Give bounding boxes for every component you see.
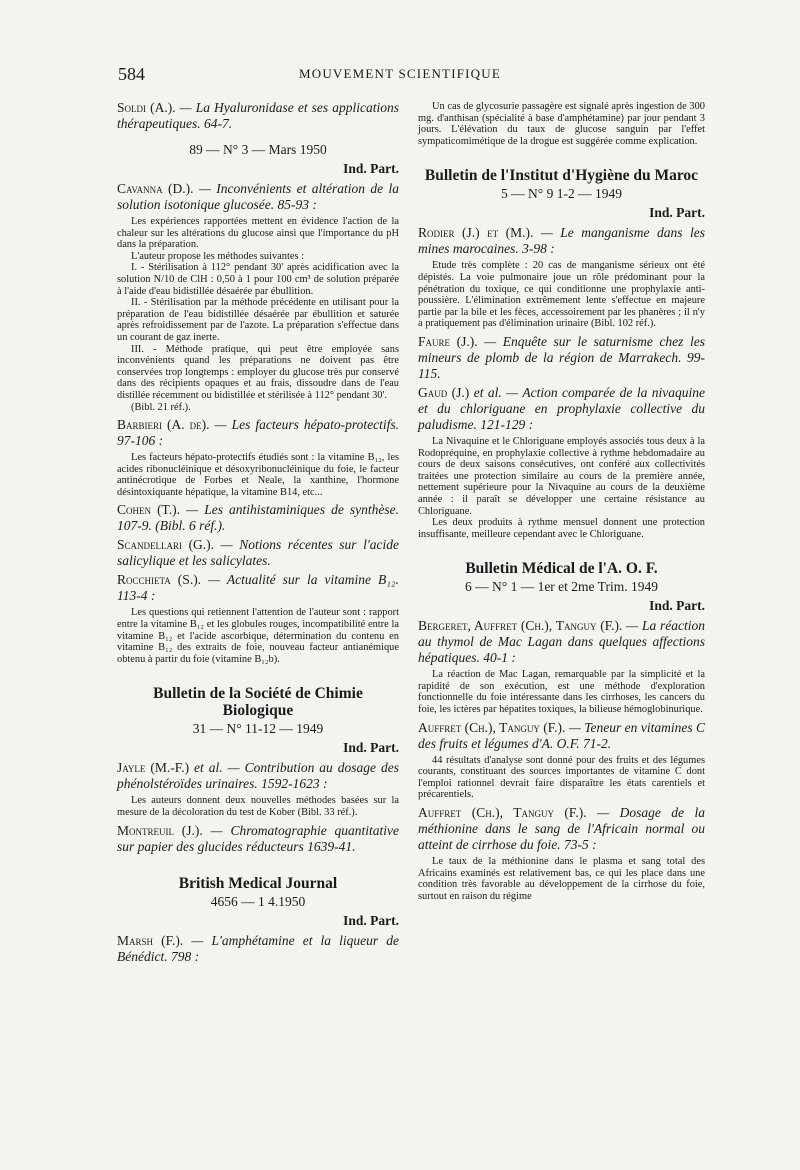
entry-auffret-methionine bbox=[418, 805, 705, 853]
entry-title: — Actualité sur la vitamine B₁₂. 113-4 : bbox=[117, 572, 399, 604]
abstract-paragraph: I. - Stérilisation à 112° pendant 30' après acidification avec la solution N/10 de ClH : 0,50 à 1 pour 100 cm³ de solution préparée à l'aide d'eau bidistillée désaérée par ébullition. bbox=[117, 262, 399, 297]
entry-title: — L'amphétamine et la liqueur de Bénédict. 798 : bbox=[117, 932, 399, 964]
entry-author: Marsh (F.). bbox=[117, 932, 184, 948]
entry-author: Cavanna (D.). bbox=[117, 181, 194, 196]
abstract-cavanna bbox=[117, 216, 399, 413]
abstract-marsh bbox=[418, 101, 705, 147]
abstract-paragraph: La réaction de Mac Lagan, remarquable par la simplicité et la rapidité de son exécution, est une méthode d'exploration fonctionnelle du foie intéressante dans les cirrhoses, les cancers du foie, les ictères par hépatites toxiques, la bilieuse hémoglobinurique. bbox=[418, 669, 705, 716]
abstract-jayle bbox=[117, 795, 399, 818]
entry-title: — La réaction au thymol de Mac Lagan dans quelques affections hépatiques. 40-1 : bbox=[418, 618, 705, 666]
abstract-paragraph: Les expériences rapportées mettent en évidence l'action de la chaleur sur les altérations du glucose ainsi que l'importance du pH dans la préparation. bbox=[117, 216, 399, 251]
entry-title: — Les antihistaminiques de synthèse. 107-9. (Bibl. 6 réf.). bbox=[117, 502, 399, 534]
entry-title: et al. — Contribution au dosage des phénolstéroïdes urinaires. 1592-1623 : bbox=[117, 760, 399, 792]
ind-part-label: Ind. Part. bbox=[649, 598, 705, 614]
abstract-paragraph: II. - Stérilisation par la méthode précédente en utilisant pour la préparation de l'eau bidistillée désaérée par ébullition et saturée après refroidissement par de l'azote. La préparation s'effectue dans un courant de gaz inerte. bbox=[117, 297, 399, 343]
entry-title: — Les facteurs hépato-protectifs. 97-106 : bbox=[117, 417, 399, 449]
abstract-paragraph: Les auteurs donnent deux nouvelles méthodes basées sur la mesure de la décoloration du test de Kober (Bibl. 33 réf.). bbox=[117, 795, 399, 819]
entry-title: — Le manganisme dans les mines marocaines. 3-98 : bbox=[418, 225, 705, 257]
entry-author: Bergeret, Auffret (Ch.), Tanguy (F.). bbox=[418, 618, 623, 634]
abstract-rocchieta bbox=[117, 607, 399, 665]
ind-part-label: Ind. Part. bbox=[343, 740, 399, 756]
abstract-paragraph: Etude très complète : 20 cas de manganisme sérieux ont été dépistés. La voie pulmonaire joue un rôle prédominant pour la pénétration du toxique, ce qui conditionne une prophylaxie anti-poussière. L'élimination extrêmement lente s'effectue en majeure partie par la bile et les fèces, accessoirement par les phanères ; il n'y a pratiquement pas d'élimination urinaire (Bibl. 102 réf.). bbox=[418, 260, 705, 330]
entry-author: Jayle (M.-F.) bbox=[117, 760, 190, 776]
abstract-paragraph: La Nivaquine et le Chloriguane employés associés tous deux à la Rodopréquine, en prophylaxie collective à rythme hebdomadaire au cours de deux saisons consécutives, ont conféré aux collectivités traitées une protection similaire au cours de la première année, nettement supérieure pour la Nivaquine au cours de la deuxième année : il paraît se développer une certaine résistance au Chloriguane. bbox=[418, 435, 705, 517]
abstract-bergeret bbox=[418, 669, 705, 715]
ind-part-label: Ind. Part. bbox=[343, 912, 399, 928]
page-number: 584 bbox=[118, 64, 145, 84]
entry-marsh bbox=[117, 933, 399, 965]
abstract-gaud bbox=[418, 436, 705, 540]
entry-title: — Enquête sur le saturnisme chez les mineurs de plomb de la région de Marrakech. 99-115. bbox=[418, 333, 705, 381]
entry-author: Montreuil (J.). bbox=[117, 822, 203, 838]
entry-author: Rodier (J.) et (M.). bbox=[418, 225, 534, 241]
abstract-paragraph: L'auteur propose les méthodes suivantes : bbox=[131, 250, 304, 262]
entry-title: — Inconvénients et altération de la solution isotonique glucosée. 85-93 : bbox=[117, 181, 399, 212]
abstract-rodier bbox=[418, 260, 705, 330]
entry-title: et al. — Action comparée de la nivaquine et du chloriguane en prophylaxie collective du paludisme. 121-129 : bbox=[418, 384, 705, 432]
entry-author: Auffret (Ch.), Tanguy (F.). bbox=[418, 719, 566, 735]
abstract-paragraph: Le taux de la méthionine dans le plasma et sang total des Africains examinés est relativement bas, ce qui les place dans une condition très favorable au développement de la cirrhose du foie, surtout en raison du régime bbox=[418, 856, 705, 902]
journal-title: British Medical Journal bbox=[178, 874, 338, 892]
issue-line: 31 — N° 11-12 — 1949 bbox=[192, 721, 324, 737]
issue-line: 6 — N° 1 — 1er et 2me Trim. 1949 bbox=[465, 579, 658, 595]
abstract-barbieri bbox=[117, 452, 399, 498]
entry-montreuil bbox=[117, 823, 399, 855]
journal-title: Bulletin Médical de l'A. O. F. bbox=[465, 560, 658, 578]
journal-title: Bulletin de l'Institut d'Hygiène du Maroc bbox=[424, 167, 699, 185]
entry-title: — La Hyaluronidase et ses applications thérapeutiques. 64-7. bbox=[117, 100, 399, 131]
entry-author: Scandellari (G.). bbox=[117, 537, 215, 553]
entry-cavanna bbox=[117, 181, 399, 213]
entry-title: — Dosage de la méthionine dans le sang de l'Africain normal ou atteint de cirrhose du foie. 73-5 : bbox=[418, 805, 706, 853]
abstract-paragraph: III. - Méthode pratique, qui peut être employée sans inconvénients quand les préparations ne doivent pas être conservées trop longtemps : employer du glucose très pur conservé dans des récipients opaques et au frais, dissoudre dans de l'eau distillée récemment ou bidistillée et stérilisée à 112° pendant 30'. bbox=[117, 343, 399, 401]
entry-auffret-vitamines bbox=[418, 720, 705, 752]
entry-barbieri bbox=[117, 417, 399, 449]
issue-line: 4656 — 1 4.1950 bbox=[210, 893, 306, 909]
entry-jayle bbox=[117, 760, 399, 792]
abstract-auffret-methionine bbox=[418, 856, 705, 902]
journal-title: Bulletin de la Société de Chimie Biologique bbox=[153, 685, 363, 720]
entry-title: — Chromatographie quantitative sur papier des glucides réducteurs 1639-41. bbox=[117, 822, 399, 854]
entry-rodier bbox=[418, 225, 705, 257]
abstract-paragraph: 44 résultats d'analyse sont donné pour des fruits et des légumes courants, constituant des sources importantes de vitamine C dont l'emploi rationnel devrait faire disparaître les états carentiels et précarentiels. bbox=[418, 754, 705, 801]
entry-author: Auffret (Ch.), Tanguy (F.). bbox=[418, 805, 587, 821]
entry-title: — Notions récentes sur l'acide salicylique et les salicylates. bbox=[117, 537, 399, 569]
entry-author: Rocchieta (S.). bbox=[117, 572, 202, 588]
entry-author: Faure (J.). bbox=[418, 333, 478, 349]
entry-author: Soldi (A.). bbox=[117, 100, 176, 115]
entry-author: Cohen (T.). bbox=[117, 502, 181, 518]
abstract-paragraph: Les facteurs hépato-protectifs étudiés sont : la vitamine B₁₂, les acides ribonucléinique et désoxyribonucléinique du foie, le facteur antinécrotique de Forbes et Neale, la xanthine, l'hormone désintoxiquante hépatique, la vitamine B14, etc... bbox=[117, 452, 399, 498]
abstract-paragraph: Les deux produits à rythme mensuel donnent une protection insuffisante, meilleure cependant avec le Chloriguane. bbox=[418, 517, 705, 540]
abstract-paragraph: Un cas de glycosurie passagère est signalé après ingestion de 300 mg. d'anthisan (spécialité à base d'amphétamine) par jour pendant 3 jours. L'élévation du taux de glucose sanguin par l'effet sympaticomimétique de la drogue est suggérée comme explication. bbox=[418, 101, 705, 147]
running-title: MOUVEMENT SCIENTIFIQUE bbox=[298, 66, 501, 81]
issue-line: 89 — N° 3 — Mars 1950 bbox=[189, 142, 327, 157]
entry-gaud bbox=[418, 385, 705, 433]
abstract-paragraph: Les questions qui retiennent l'attention de l'auteur sont : rapport entre la vitamine B₁₂ et les globules rouges, incompatibilité entre la vitamine B₁₂ et l'acide ascorbique, détermination du contenu en vitamine B₁₂ des extraits de foie, nouveau facteur antianémique obtenu à partir du foie (vitamine B₁₂b). bbox=[117, 607, 399, 665]
entry-bergeret bbox=[418, 618, 705, 666]
abstract-paragraph: (Bibl. 21 réf.). bbox=[131, 401, 191, 413]
issue-line: 5 — N° 9 1-2 — 1949 bbox=[501, 186, 622, 202]
entry-scandellari bbox=[117, 537, 399, 569]
right-column bbox=[418, 100, 705, 906]
ind-part-label: Ind. Part. bbox=[649, 205, 705, 221]
entry-author: Barbieri (A. de). bbox=[117, 417, 210, 433]
left-column bbox=[117, 100, 399, 968]
entry-cohen bbox=[117, 502, 399, 534]
entry-faure bbox=[418, 334, 705, 382]
entry-rocchieta bbox=[117, 572, 399, 604]
entry-author: Gaud (J.) bbox=[418, 384, 470, 400]
abstract-auffret-vitamines bbox=[418, 755, 705, 801]
entry-soldi bbox=[117, 100, 399, 132]
entry-title: — Teneur en vitamines C des fruits et légumes d'A. O.F. 71-2. bbox=[418, 719, 705, 751]
ind-part-label: Ind. Part. bbox=[343, 161, 399, 176]
